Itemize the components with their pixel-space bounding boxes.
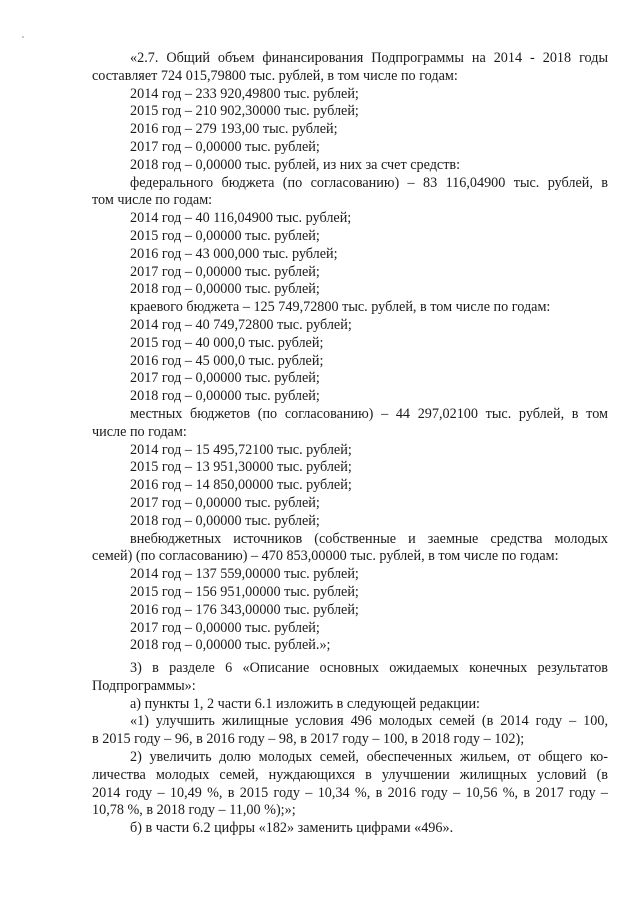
paragraph-line: 2016 год – 45 000,0 тыс. рублей; xyxy=(130,352,324,369)
paragraph-line: 2) увеличить долю молодых семей, обеспеченных жильем, от общего ко- xyxy=(130,749,608,766)
paragraph-line: краевого бюджета – 125 749,72800 тыс. рублей, в том числе по годам: xyxy=(130,299,551,316)
paragraph-line: 2017 год – 0,00000 тыс. рублей; xyxy=(130,370,320,387)
paragraph-line: местных бюджетов (по согласованию) – 44 297,02100 тыс. рублей, в том xyxy=(130,405,608,422)
paragraph-line: 2017 год – 0,00000 тыс. рублей; xyxy=(130,138,320,155)
paragraph-line: 2014 год – 40 116,04900 тыс. рублей; xyxy=(130,210,352,227)
paragraph-line: личества молодых семей, нуждающихся в улучшении жилищных условий (в xyxy=(92,766,608,783)
paragraph-line: 10,78 %, в 2018 году – 11,00 %);»; xyxy=(92,802,296,819)
paragraph-line: 2017 год – 0,00000 тыс. рублей; xyxy=(130,619,320,636)
paragraph-line: 3) в разделе 6 «Описание основных ожидаемых конечных результатов xyxy=(130,660,608,677)
paragraph-line: 2014 году – 10,49 %, в 2015 году – 10,34 %, в 2016 году – 10,56 %, в 2017 году – xyxy=(92,784,608,801)
paragraph-line: 2018 год – 0,00000 тыс. рублей.»; xyxy=(130,637,331,654)
paragraph-line: «1) улучшить жилищные условия 496 молодых семей (в 2014 году – 100, xyxy=(130,713,608,730)
paragraph-line: числе по годам: xyxy=(92,423,187,440)
paragraph-line: 2015 год – 210 902,30000 тыс. рублей; xyxy=(130,103,359,120)
paragraph-line: 2016 год – 43 000,000 тыс. рублей; xyxy=(130,245,338,262)
paragraph-line: 2015 год – 40 000,0 тыс. рублей; xyxy=(130,334,324,351)
paragraph-line: 2017 год – 0,00000 тыс. рублей; xyxy=(130,263,320,280)
paragraph-line: том числе по годам: xyxy=(92,192,213,209)
paragraph-line: в 2015 году – 96, в 2016 году – 98, в 2017 году – 100, в 2018 году – 102); xyxy=(92,731,525,748)
paragraph-line: 2015 год – 0,00000 тыс. рублей; xyxy=(130,227,320,244)
paragraph-line: внебюджетных источников (собственные и заемные средства молодых xyxy=(130,530,608,547)
paragraph-line: 2018 год – 0,00000 тыс. рублей, из них за счет средств: xyxy=(130,156,461,173)
paragraph-line: 2015 год – 13 951,30000 тыс. рублей; xyxy=(130,459,352,476)
paragraph-line: 2018 год – 0,00000 тыс. рублей; xyxy=(130,281,320,298)
paragraph-line: Подпрограммы»: xyxy=(92,677,196,694)
paragraph-line: а) пункты 1, 2 части 6.1 изложить в следующей редакции: xyxy=(130,695,480,712)
paragraph-line: 2014 год – 137 559,00000 тыс. рублей; xyxy=(130,566,359,583)
paragraph-line: 2014 год – 15 495,72100 тыс. рублей; xyxy=(130,441,352,458)
paragraph-line: 2014 год – 40 749,72800 тыс. рублей; xyxy=(130,316,352,333)
paragraph-line: семей) (по согласованию) – 470 853,00000 тыс. рублей, в том числе по годам: xyxy=(92,548,559,565)
paragraph-line: б) в части 6.2 цифры «182» заменить цифрами «496». xyxy=(130,820,454,837)
paragraph-line: 2016 год – 279 193,00 тыс. рублей; xyxy=(130,121,338,138)
paragraph-line: 2017 год – 0,00000 тыс. рублей; xyxy=(130,494,320,511)
paragraph-line: 2016 год – 176 343,00000 тыс. рублей; xyxy=(130,601,359,618)
paragraph-line: 2014 год – 233 920,49800 тыс. рублей; xyxy=(130,85,359,102)
paragraph-line: 2015 год – 156 951,00000 тыс. рублей; xyxy=(130,583,359,600)
paragraph-line: федерального бюджета (по согласованию) – 83 116,04900 тыс. рублей, в xyxy=(130,174,608,191)
paragraph-line: 2016 год – 14 850,00000 тыс. рублей; xyxy=(130,477,352,494)
scan-speck xyxy=(22,36,24,38)
paragraph-line: «2.7. Общий объем финансирования Подпрограммы на 2014 - 2018 годы xyxy=(130,50,608,66)
paragraph-line: составляет 724 015,79800 тыс. рублей, в том числе по годам: xyxy=(92,67,458,84)
paragraph-line: 2018 год – 0,00000 тыс. рублей; xyxy=(130,388,320,405)
paragraph-line: 2018 год – 0,00000 тыс. рублей; xyxy=(130,512,320,529)
document-body xyxy=(92,50,608,838)
